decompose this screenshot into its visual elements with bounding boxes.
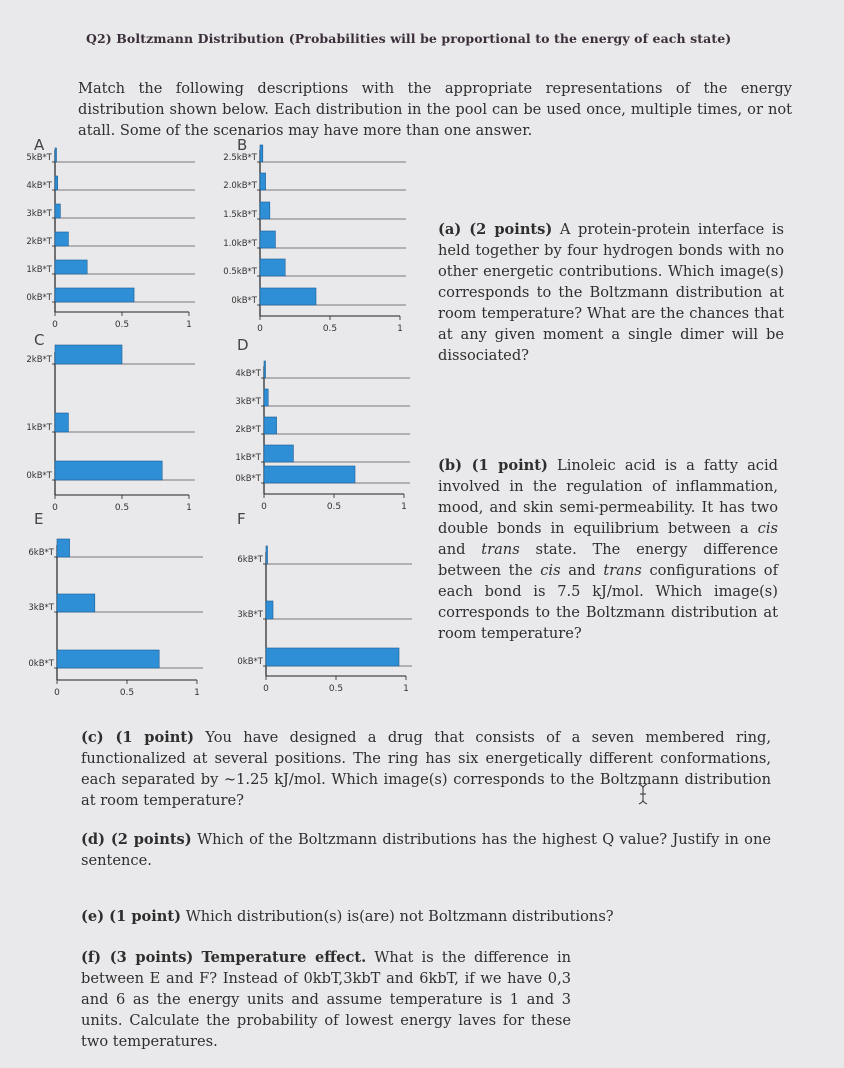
question-b-label: (b) (1 point) [438, 457, 548, 474]
chart-d-x-tick-label: 0 [261, 502, 267, 512]
chart-b-title: B [237, 136, 248, 154]
question-d [81, 829, 771, 871]
chart-d-bar [264, 445, 293, 462]
chart-d-x-tick-label: 1 [401, 502, 407, 512]
chart-f-bar [266, 601, 273, 619]
chart-f-bar [266, 648, 399, 666]
chart-a-title: A [34, 136, 45, 154]
chart-b-bar [260, 231, 275, 248]
question-d-text: Which of the Boltzmann distributions has the highest Q value? Justify in one sentence. [81, 831, 771, 869]
chart-a-tick-label: 3kB*T [26, 209, 52, 219]
chart-d-bar [264, 361, 266, 378]
chart-c-bar [55, 461, 162, 480]
chart-b-tick-label: 1.0kB*T [223, 239, 257, 249]
chart-c-tick-label: 2kB*T [26, 355, 52, 365]
question-b-trans-2: trans [603, 562, 642, 579]
chart-a-x-tick-label: 1 [186, 320, 192, 330]
chart-d-x-tick-label: 0.5 [326, 502, 342, 512]
chart-e-title: E [34, 510, 44, 528]
chart-a-tick-label: 4kB*T [26, 181, 52, 191]
chart-e-x-tick-label: 0.5 [119, 688, 135, 698]
question-f-sublabel: Temperature effect. [201, 949, 367, 966]
question-b-trans: trans [481, 541, 520, 558]
question-title: Q2) Boltzmann Distribution (Probabilities will be proportional to the energy of each state) [86, 31, 732, 46]
chart-e-bar [57, 650, 159, 668]
chart-d-tick-label: 0kB*T [235, 474, 261, 484]
chart-f-tick-label: 6kB*T [237, 555, 263, 565]
question-e [81, 906, 771, 927]
chart-a-bar [55, 232, 68, 246]
chart-d-title: D [237, 336, 249, 354]
chart-b-x-tick-label: 1 [397, 324, 403, 334]
chart-a-tick-label: 2kB*T [26, 237, 52, 247]
chart-c-bar [55, 345, 122, 364]
chart-e-tick-label: 6kB*T [28, 548, 54, 558]
question-a-text: A protein-protein interface is held together by four hydrogen bonds with no other energetic contributions. Which image(s) corresponds to the Boltzmann distribution at room temperature? What are the chances that at any given moment a single dimer will be dissociated? [438, 221, 784, 364]
question-b-text-3: configurations of each bond is 7.5 kJ/mol. Which image(s) corresponds to the Boltzmann distribution at room temperature? [438, 562, 778, 642]
chart-e-bar [57, 539, 70, 557]
chart-c-x-tick-label: 0.5 [114, 503, 130, 513]
chart-f-title: F [237, 510, 246, 528]
chart-b-bar [260, 173, 266, 190]
chart-b-bar [260, 145, 263, 162]
chart-a-bar [55, 204, 60, 218]
question-b-cis-2: cis [540, 562, 561, 579]
chart-f-bar [266, 546, 268, 564]
chart-b-x-tick-label: 0.5 [322, 324, 338, 334]
chart-a-tick-label: 0kB*T [26, 293, 52, 303]
question-a [438, 219, 784, 366]
chart-c-bar [55, 413, 68, 432]
question-b [438, 455, 778, 644]
chart-a-bar [55, 260, 87, 274]
chart-b-tick-label: 2.0kB*T [223, 181, 257, 191]
question-b-cis: cis [757, 520, 778, 537]
chart-a-tick-label: 5kB*T [26, 153, 52, 163]
chart-a-bar [55, 148, 57, 162]
chart-f-x-tick-label: 1 [403, 684, 409, 694]
question-f [81, 947, 571, 1052]
chart-b-tick-label: 1.5kB*T [223, 210, 257, 220]
chart-e-bar [57, 594, 95, 612]
question-c [81, 727, 771, 811]
chart-f-tick-label: 0kB*T [237, 657, 263, 667]
chart-d-tick-label: 3kB*T [235, 397, 261, 407]
chart-f-tick-label: 3kB*T [237, 610, 263, 620]
chart-e-x-tick-label: 1 [194, 688, 200, 698]
chart-a-x-tick-label: 0.5 [114, 320, 130, 330]
question-c-text: You have designed a drug that consists of a seven membered ring, functionalized at several positions. The ring has six energetically different conformations, each separated by ~1.25 kJ/mol. Which image(s) corresponds to the Boltzmann distribution at room temperature? [81, 729, 772, 809]
chart-b-x-tick-label: 0 [257, 324, 263, 334]
chart-d-tick-label: 2kB*T [235, 425, 261, 435]
chart-a-tick-label: 1kB*T [26, 265, 52, 275]
question-f-text: What is the difference in between E and F? Instead of 0kbT,3kbT and 6kbT, if we have 0,3 and 6 as the energy units and assume temperature is 1 and 3 units. Calculate the probability of lowest energy laves for these two temperatures. [81, 949, 572, 1050]
question-b-and: and [438, 541, 482, 558]
chart-d-tick-label: 1kB*T [235, 453, 261, 463]
chart-e-tick-label: 0kB*T [28, 659, 54, 669]
chart-a-x-tick-label: 0 [52, 320, 58, 330]
question-b-and-2: and [560, 562, 604, 579]
instructions-paragraph: Match the following descriptions with the appropriate representations of the energy distribution shown below. Each distribution in the pool can be used once, multiple times, or not atall. Some of the scenarios may have more than one answer. [78, 80, 792, 139]
chart-c-tick-label: 0kB*T [26, 471, 52, 481]
chart-c-x-tick-label: 1 [186, 503, 192, 513]
chart-b-bar [260, 288, 316, 305]
chart-e-tick-label: 3kB*T [28, 603, 54, 613]
question-f-label: (f) (3 points) [81, 949, 194, 966]
text-cursor-icon [638, 783, 648, 805]
question-e-text: Which distribution(s) is(are) not Boltzmann distributions? [185, 908, 614, 925]
question-a-label: (a) (2 points) [438, 221, 553, 238]
chart-b-bar [260, 202, 270, 219]
chart-e-x-tick-label: 0 [54, 688, 60, 698]
chart-d-bar [264, 417, 277, 434]
chart-b-tick-label: 0.5kB*T [223, 267, 257, 277]
question-e-label: (e) (1 point) [81, 908, 182, 925]
chart-c-x-tick-label: 0 [52, 503, 58, 513]
chart-f-x-tick-label: 0.5 [328, 684, 344, 694]
question-d-label: (d) (2 points) [81, 831, 192, 848]
chart-b-bar [260, 259, 285, 276]
chart-a-bar [55, 288, 134, 302]
question-c-label: (c) (1 point) [81, 729, 195, 746]
question-b-text-2: state. The energy difference between the [438, 541, 778, 579]
chart-d-tick-label: 4kB*T [235, 369, 261, 379]
chart-c-tick-label: 1kB*T [26, 423, 52, 433]
chart-d-bar [264, 466, 355, 483]
chart-b-tick-label: 0kB*T [231, 296, 257, 306]
chart-a-bar [55, 176, 58, 190]
question-b-text-1: Linoleic acid is a fatty acid involved in the regulation of inflammation, mood, and skin semi-permeability. It has two double bonds in equilibrium between a [438, 457, 778, 537]
chart-c-title: C [34, 331, 45, 349]
chart-f-x-tick-label: 0 [263, 684, 269, 694]
chart-b-tick-label: 2.5kB*T [223, 153, 257, 163]
chart-d-bar [264, 389, 268, 406]
